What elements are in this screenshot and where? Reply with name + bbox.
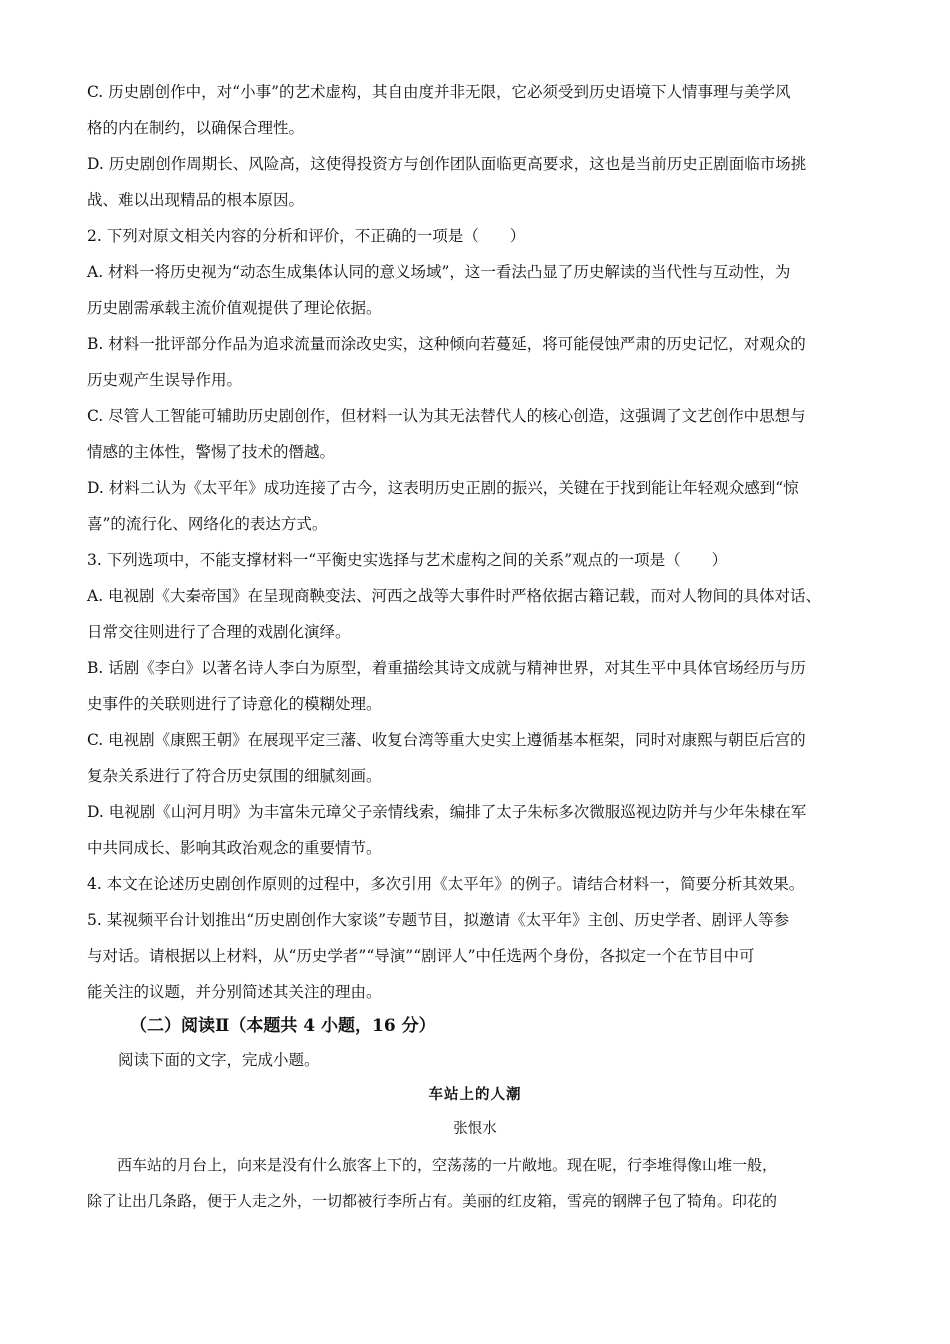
text-line: 喜”的流行化、网络化的表达方式。 — [87, 515, 328, 533]
text-line: C. 电视剧《康熙王朝》在展现平定三藩、收复台湾等重大史实上遵循基本框架，同时对康熙与朝臣后宫的 — [87, 731, 806, 749]
paragraph-q2-option-a — [87, 254, 877, 326]
text-line: 2. 下列对原文相关内容的分析和评价，不正确的一项是（ ） — [87, 227, 526, 245]
text-line: 3. 下列选项中，不能支撑材料一“平衡史实选择与艺术虚构之间的关系”观点的一项是（ ） — [87, 551, 728, 569]
text-line: 历史观产生误导作用。 — [87, 371, 243, 389]
paragraph-q2-option-c — [87, 398, 877, 470]
question-5 — [87, 902, 877, 1010]
text-line: 格的内在制约，以确保合理性。 — [87, 119, 305, 137]
paragraph-q2-option-b — [87, 326, 877, 398]
reading-instruction: 阅读下面的文字，完成小题。 — [118, 1051, 320, 1069]
text-line: 与对话。请根据以上材料，从“历史学者”“导演”“剧评人”中任选两个身份，各拟定一个在节目中可 — [87, 947, 755, 965]
text-line: 除了让出几条路，便于人走之外，一切都被行李所占有。美丽的红皮箱，雪亮的钢牌子包了犄角。印花的 — [87, 1192, 778, 1210]
text-line: 中共同成长、影响其政治观念的重要情节。 — [87, 839, 382, 857]
paragraph-q1-option-d — [87, 146, 877, 218]
text-line: D. 材料二认为《太平年》成功连接了古今，这表明历史正剧的振兴，关键在于找到能让年轻观众感到“惊 — [87, 479, 799, 497]
text-line: 复杂关系进行了符合历史氛围的细腻刻画。 — [87, 767, 382, 785]
text-line: 日常交往则进行了合理的戏剧化演绎。 — [87, 623, 351, 641]
paragraph-q3-option-c — [87, 722, 877, 794]
text-line: 历史剧需承载主流价值观提供了理论依据。 — [87, 299, 382, 317]
text-line: A. 材料一将历史视为“动态生成集体认同的意义场域”，这一看法凸显了历史解读的当代性与互动性，为 — [87, 263, 791, 281]
text-line: 5. 某视频平台计划推出“历史剧创作大家谈”专题节目，拟邀请《太平年》主创、历史学者、剧评人等参 — [87, 911, 790, 929]
paragraph-q3-option-a — [87, 578, 877, 650]
section-title: （二）阅读Ⅱ（本题共 4 小题，16 分） — [130, 1016, 436, 1036]
text-line: B. 材料一批评部分作品为追求流量而涂改史实，这种倾向若蔓延，将可能侵蚀严肃的历史记忆，对观众的 — [87, 335, 806, 353]
story-body — [87, 1147, 867, 1219]
text-line: 西车站的月台上，向来是没有什么旅客上下的，空荡荡的一片敞地。现在呢，行李堆得像山堆一般， — [87, 1156, 778, 1174]
text-line: B. 话剧《李白》以著名诗人李白为原型，着重描绘其诗文成就与精神世界，对其生平中具体官场经历与历 — [87, 659, 806, 677]
question-2 — [87, 218, 877, 254]
question-3 — [87, 542, 877, 578]
text-line: C. 尽管人工智能可辅助历史剧创作，但材料一认为其无法替代人的核心创造，这强调了文艺创作中思想与 — [87, 407, 806, 425]
text-line: 4. 本文在论述历史剧创作原则的过程中，多次引用《太平年》的例子。请结合材料一，简要分析其效果。 — [87, 875, 805, 893]
text-line: 史事件的关联则进行了诗意化的模糊处理。 — [87, 695, 382, 713]
story-title: 车站上的人潮 — [428, 1087, 522, 1103]
paragraph-q3-option-b — [87, 650, 877, 722]
text-line: D. 历史剧创作周期长、风险高，这使得投资方与创作团队面临更高要求，这也是当前历史正剧面临市场挑 — [87, 155, 807, 173]
story-author: 张恨水 — [453, 1121, 497, 1137]
text-line: A. 电视剧《大秦帝国》在呈现商鞅变法、河西之战等大事件时严格依据古籍记载，而对人物间的具体对话、 — [87, 587, 822, 605]
text-line: D. 电视剧《山河月明》为丰富朱元璋父子亲情线索，编排了太子朱标多次微服巡视边防并与少年朱棣在军 — [87, 803, 807, 821]
question-4 — [87, 866, 877, 902]
text-line: C. 历史剧创作中，对“小事”的艺术虚构，其自由度并非无限，它必须受到历史语境下人情事理与美学风 — [87, 83, 791, 101]
paragraph-q2-option-d — [87, 470, 877, 542]
text-line: 战、难以出现精品的根本原因。 — [87, 191, 305, 209]
text-line: 能关注的议题，并分别简述其关注的理由。 — [87, 983, 382, 1001]
paragraph-q3-option-d — [87, 794, 877, 866]
text-line: 情感的主体性，警惕了技术的僭越。 — [87, 443, 336, 461]
paragraph-q1-option-c — [87, 74, 877, 146]
